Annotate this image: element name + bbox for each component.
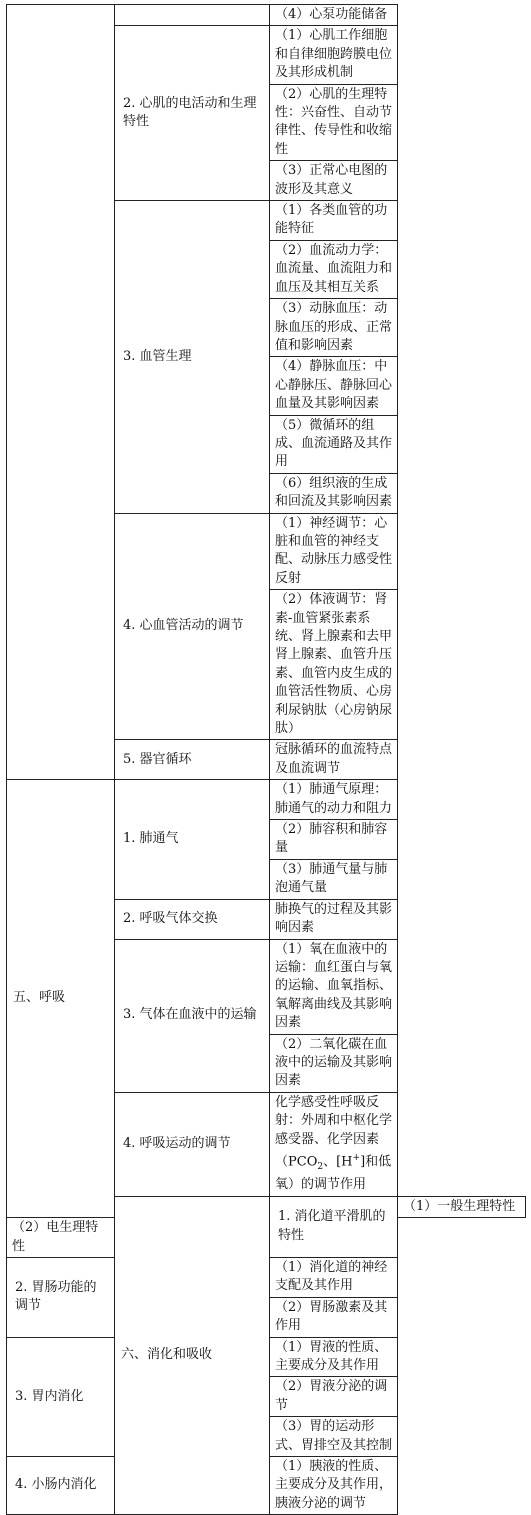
section-cell-empty [7,5,115,780]
detail-cell: （1）氧在血液中的运输：血红蛋白与氧的运输、血氧指标、氧解离曲线及其影响因素 [270,939,398,1034]
detail-text-b: 、[H [323,1154,353,1170]
syllabus-table [6,4,526,1515]
detail-cell: （2）二氧化碳在血液中的运输及其影响因素 [270,1034,398,1092]
superscript: + [352,1152,361,1163]
detail-cell: （3）动脉血压：动脉血压的形成、正常值和影响因素 [270,299,398,357]
detail-cell: （2）胃液分泌的调节 [270,1377,398,1417]
section-cell: 六、消化和吸收 [115,1196,270,1515]
detail-cell: （3）肺通气量与肺泡通气量 [270,859,398,899]
topic-cell: 4. 心血管活动的调节 [115,513,270,740]
detail-cell: （2）血流动力学：血流量、血流阻力和血压及其相互关系 [270,240,398,298]
detail-cell: （4）静脉血压：中心静脉压、静脉回心血量及其影响因素 [270,357,398,415]
detail-cell: （1）一般生理特性 [398,1196,526,1217]
topic-cell: 1. 消化道平滑肌的特性 [270,1196,398,1257]
table-row [7,5,526,26]
detail-text-c: ]和低氧）的调节作用 [275,1154,392,1193]
topic-cell: 4. 小肠内消化 [7,1456,115,1514]
detail-cell: （2）体液调节：肾素-血管紧张素系统、肾上腺素和去甲肾上腺素、血管升压素、血管内皮生成的血管活性物质、心房利尿钠肽（心房钠尿肽） [270,590,398,740]
topic-cell: 3. 胃内消化 [7,1337,115,1456]
detail-cell: （3）胃的运动形式、胃排空及其控制 [270,1417,398,1457]
topic-cell: 5. 器官循环 [115,740,270,780]
topic-cell: 2. 呼吸气体交换 [115,899,270,939]
detail-text-a: 化学感受性呼吸反射：外周和中枢化学感受器、化学因素（PCO [275,1094,393,1170]
detail-cell: 冠脉循环的血流特点及血流调节 [270,740,398,780]
topic-cell-empty [115,5,270,26]
detail-cell: （1）心肌工作细胞和自律细胞跨膜电位及其形成机制 [270,26,398,84]
detail-cell: （2）电生理特性 [7,1218,115,1258]
detail-cell: （1）神经调节：心脏和血管的神经支配、动脉压力感受性反射 [270,513,398,590]
detail-cell [270,1092,398,1196]
topic-cell: 1. 肺通气 [115,780,270,899]
topic-cell: 2. 心肌的电活动和生理特性 [115,26,270,201]
topic-cell: 4. 呼吸运动的调节 [115,1092,270,1196]
detail-cell: （1）胃液的性质、主要成分及其作用 [270,1337,398,1377]
detail-cell: （2）胃肠激素及其作用 [270,1297,398,1337]
detail-cell: （1）胰液的性质、主要成分及其作用，胰液分泌的调节 [270,1456,398,1514]
detail-cell: （1）肺通气原理：肺通气的动力和阻力 [270,780,398,820]
detail-cell: （2）心肌的生理特性：兴奋性、自动节律性、传导性和收缩性 [270,84,398,161]
detail-cell: （3）正常心电图的波形及其意义 [270,161,398,201]
detail-cell: （1）各类血管的功能特征 [270,201,398,241]
detail-cell: （2）肺容积和肺容量 [270,820,398,860]
detail-cell: （5）微循环的组成、血流通路及其作用 [270,415,398,473]
section-cell: 五、呼吸 [7,780,115,1218]
detail-cell: （1）消化道的神经支配及其作用 [270,1257,398,1297]
detail-cell: （4）心泵功能储备 [270,5,398,26]
topic-cell: 3. 血管生理 [115,201,270,514]
topic-cell: 3. 气体在血液中的运输 [115,939,270,1092]
detail-cell: （6）组织液的生成和回流及其影响因素 [270,473,398,513]
table-row [7,780,526,820]
detail-cell: 肺换气的过程及其影响因素 [270,899,398,939]
subscript: 2 [317,1161,324,1172]
topic-cell: 2. 胃肠功能的调节 [7,1257,115,1337]
